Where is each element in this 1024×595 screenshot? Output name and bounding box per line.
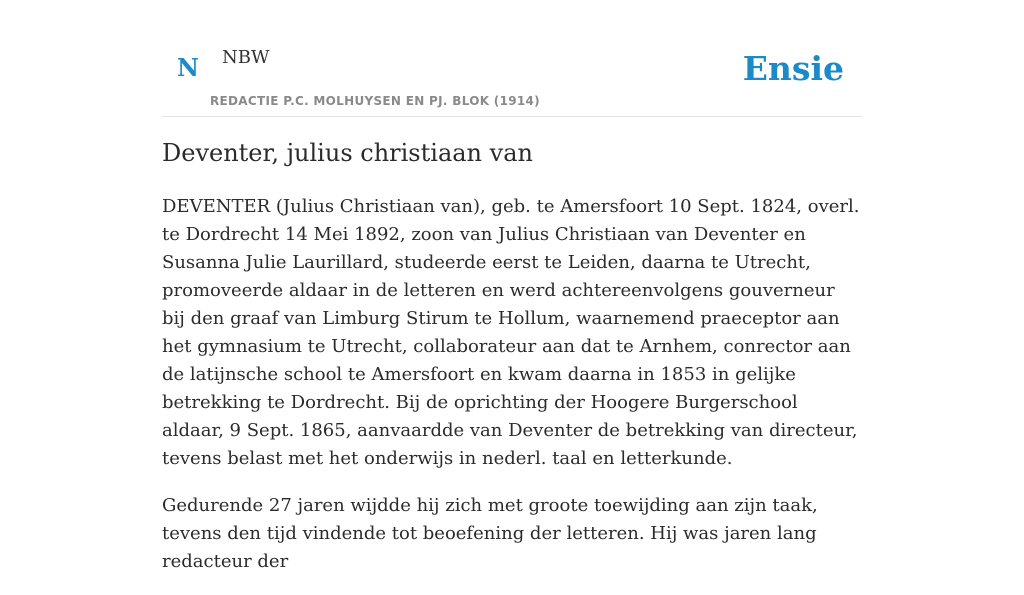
- article-title: Deventer, julius christiaan van: [162, 139, 533, 167]
- article-paragraph: DEVENTER (Julius Christiaan van), geb. te Amersfoort 10 Sept. 1824, overl. te Dordrecht 14 Mei 1892, zoon van Julius Christiaan van Deventer en Susanna Julie Laurillard, studeerde eerst te Leiden, daarna te Utrecht, promoveerde aldaar in de letteren en werd achtereenvolgens gouverneur bij den graaf van Limburg Stirum te Hollum, waarnemend praeceptor aan het gymnasium te Utrecht, collaborateur aan dat te Arnhem, conrector aan de latijnsche school te Amersfoort en kwam daarna in 1853 in gelijke betrekking te Dordrecht. Bij de oprichting der Hoogere Burgerschool aldaar, 9 Sept. 1865, aanvaardde van Deventer de betrekking van directeur, tevens belast met het onderwijs in nederl. taal en letterkunde.: [162, 196, 860, 470]
- publication-name[interactable]: NBW: [222, 47, 270, 68]
- article-paragraph: Gedurende 27 jaren wijdde hij zich met groote toewijding aan zijn taak, tevens den tijd vindende tot beoefening der letteren. Hij was jaren lang redacteur der: [162, 495, 818, 573]
- publication-subtitle: REDACTIE P.C. MOLHUYSEN EN PJ. BLOK (1914): [210, 94, 540, 108]
- article: [162, 138, 862, 595]
- brand-logo[interactable]: Ensie: [742, 49, 844, 88]
- site-header: [162, 0, 862, 117]
- publication-logo[interactable]: N: [177, 53, 199, 82]
